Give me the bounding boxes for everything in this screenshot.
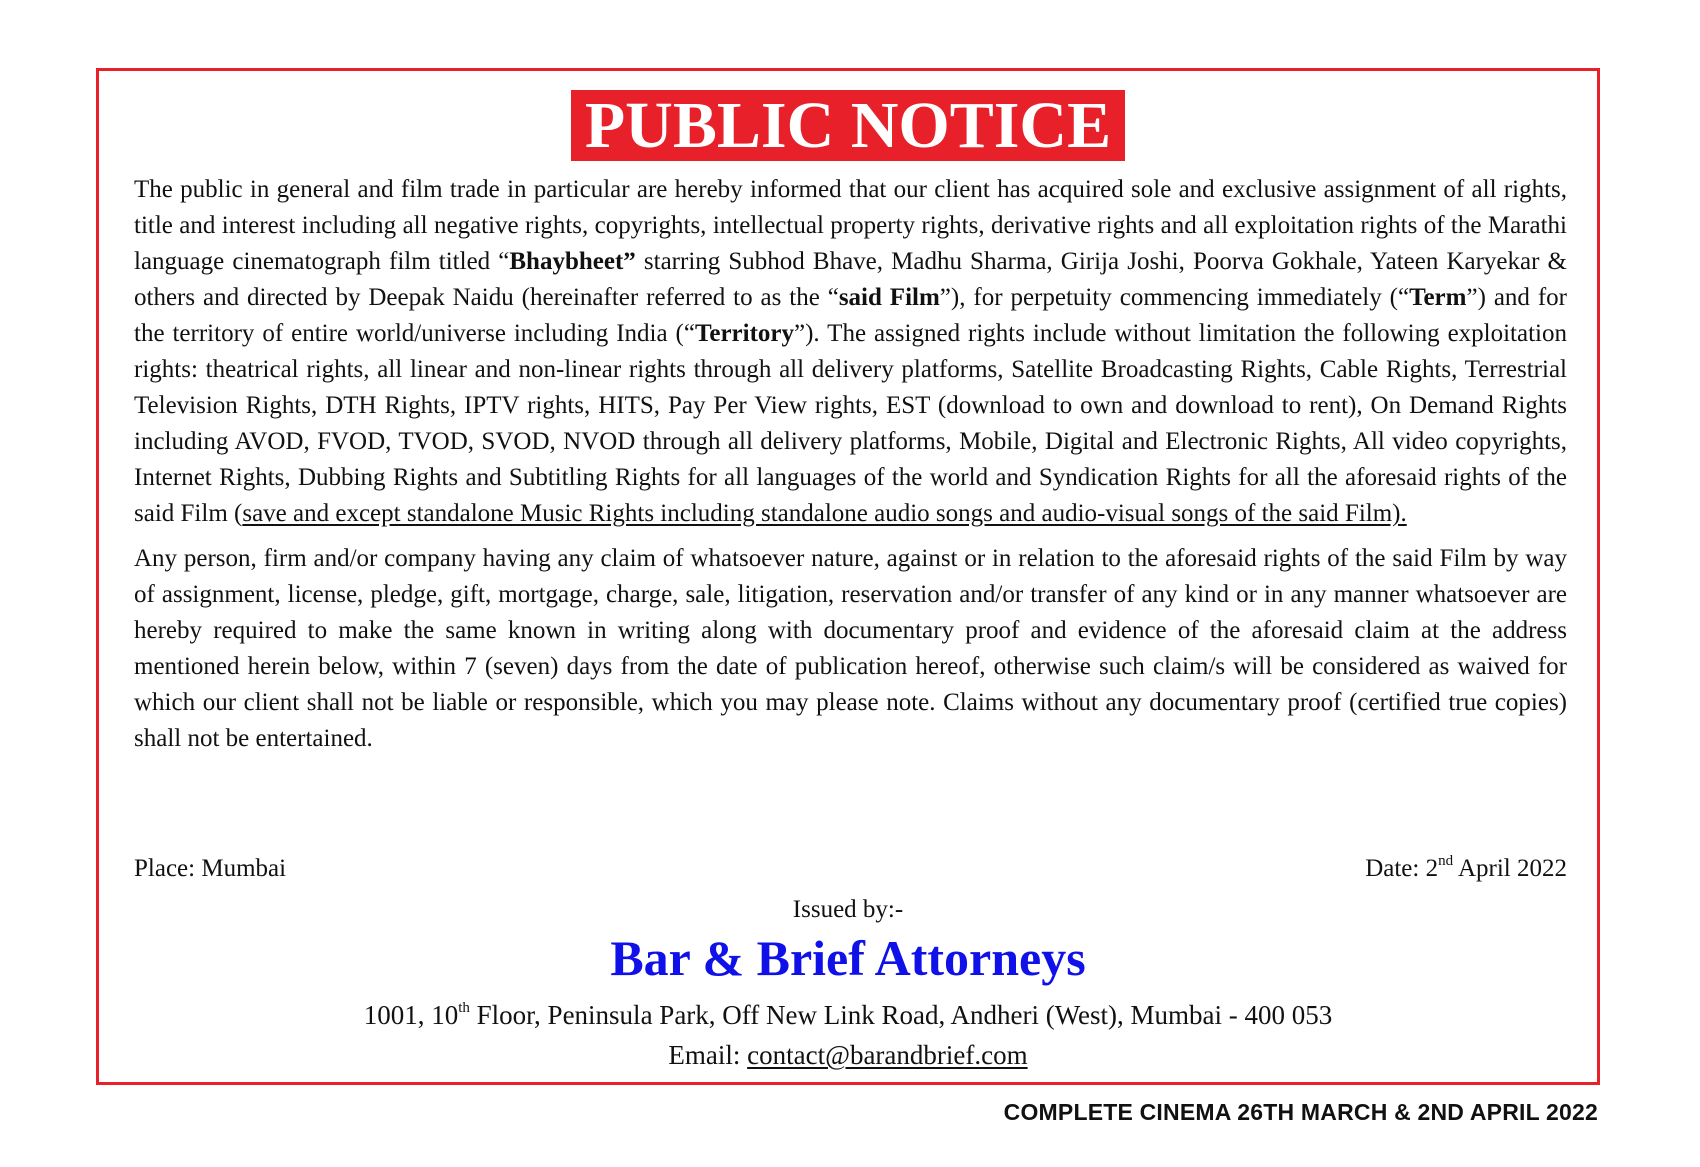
firm-name: Bar & Brief Attorneys <box>610 930 1086 986</box>
firm-address <box>99 997 1597 1033</box>
term-term: Term <box>1409 284 1467 311</box>
issued-by: Issued by:- <box>792 896 904 923</box>
email-link[interactable]: contact@barandbrief.com <box>747 1040 1028 1070</box>
address-ordinal: th <box>458 1000 470 1016</box>
p1-text-c: ”), for perpetuity commencing immediately (“ <box>939 284 1410 311</box>
email-label: Email: <box>668 1040 748 1070</box>
place-date-row <box>134 851 1567 887</box>
said-film-term: said Film <box>838 284 940 311</box>
p1-text-e: ”). The assigned rights include without limitation the following exploitation rights: theatrical rights, all linear and non-linear rights through all delivery platforms, Satellite Broadcasting Rights, Cable Rights, Terrestrial Television Rights, DTH Rights, IPTV rights, HITS, Pay Per View rights, EST (download to own and download to rent), On Demand Rights including AVOD, FVOD, TVOD, SVOD, NVOD through all delivery platforms, Mobile, Digital and Electronic Rights, All video copyrights, Internet Rights, Dubbing Rights and Subtitling Rights for all languages of the world and Syndication Rights for all the aforesaid rights of the said Film ( <box>134 320 1567 527</box>
email-line <box>99 1037 1597 1073</box>
music-rights-exception: save and except standalone Music Rights including standalone audio songs and audio-visual songs of the said Film). <box>242 500 1407 527</box>
place: Place: Mumbai <box>134 855 287 882</box>
address-prefix: 1001, 10 <box>363 1000 459 1030</box>
date-prefix: Date: 2 <box>1365 855 1439 882</box>
address-suffix: Floor, Peninsula Park, Off New Link Road, Andheri (West), Mumbai - 400 053 <box>469 1000 1333 1030</box>
date-suffix: April 2022 <box>1453 855 1567 882</box>
notice-body <box>134 172 1567 757</box>
notice-frame <box>96 68 1600 1085</box>
title-wrap <box>99 90 1597 161</box>
notice-title: PUBLIC NOTICE <box>571 90 1125 161</box>
publication-footer: COMPLETE CINEMA 26TH MARCH & 2ND APRIL 2022 <box>1003 1099 1598 1125</box>
p1-text-b: starring Subhod Bhave, Madhu Sharma, Girija Joshi, Poorva Gokhale, Yateen Karyekar & others and directed by Deepak Naidu (hereinafter referred to as the “ <box>134 248 1567 311</box>
paragraph-rights-assignment <box>134 172 1567 532</box>
p1-text-a: The public in general and film trade in particular are hereby informed that our client has acquired sole and exclusive assignment of all rights, title and interest including all negative rights, copyrights, intellectual property rights, derivative rights and all exploitation rights of the Marathi language cinematograph film titled “ <box>134 176 1567 275</box>
territory-term: Territory <box>694 320 795 347</box>
date-ordinal: nd <box>1438 852 1454 869</box>
paragraph-claims: Any person, firm and/or company having any claim of whatsoever nature, against or in relation to the aforesaid rights of the said Film by way of assignment, license, pledge, gift, mortgage, charge, sale, litigation, reservation and/or transfer of any kind or in any manner whatsoever are hereby required to make the same known in writing along with documentary proof and evidence of the aforesaid claim at the address mentioned herein below, within 7 (seven) days from the date of publication hereof, otherwise such claim/s will be considered as waived for which our client shall not be liable or responsible, which you may please note. Claims without any documentary proof (certified true copies) shall not be entertained. <box>134 545 1567 752</box>
film-title: Bhaybheet” <box>509 248 636 275</box>
p1-text-d: ”) and for the territory of entire world/universe including India (“ <box>134 284 1567 347</box>
date <box>1365 851 1567 887</box>
